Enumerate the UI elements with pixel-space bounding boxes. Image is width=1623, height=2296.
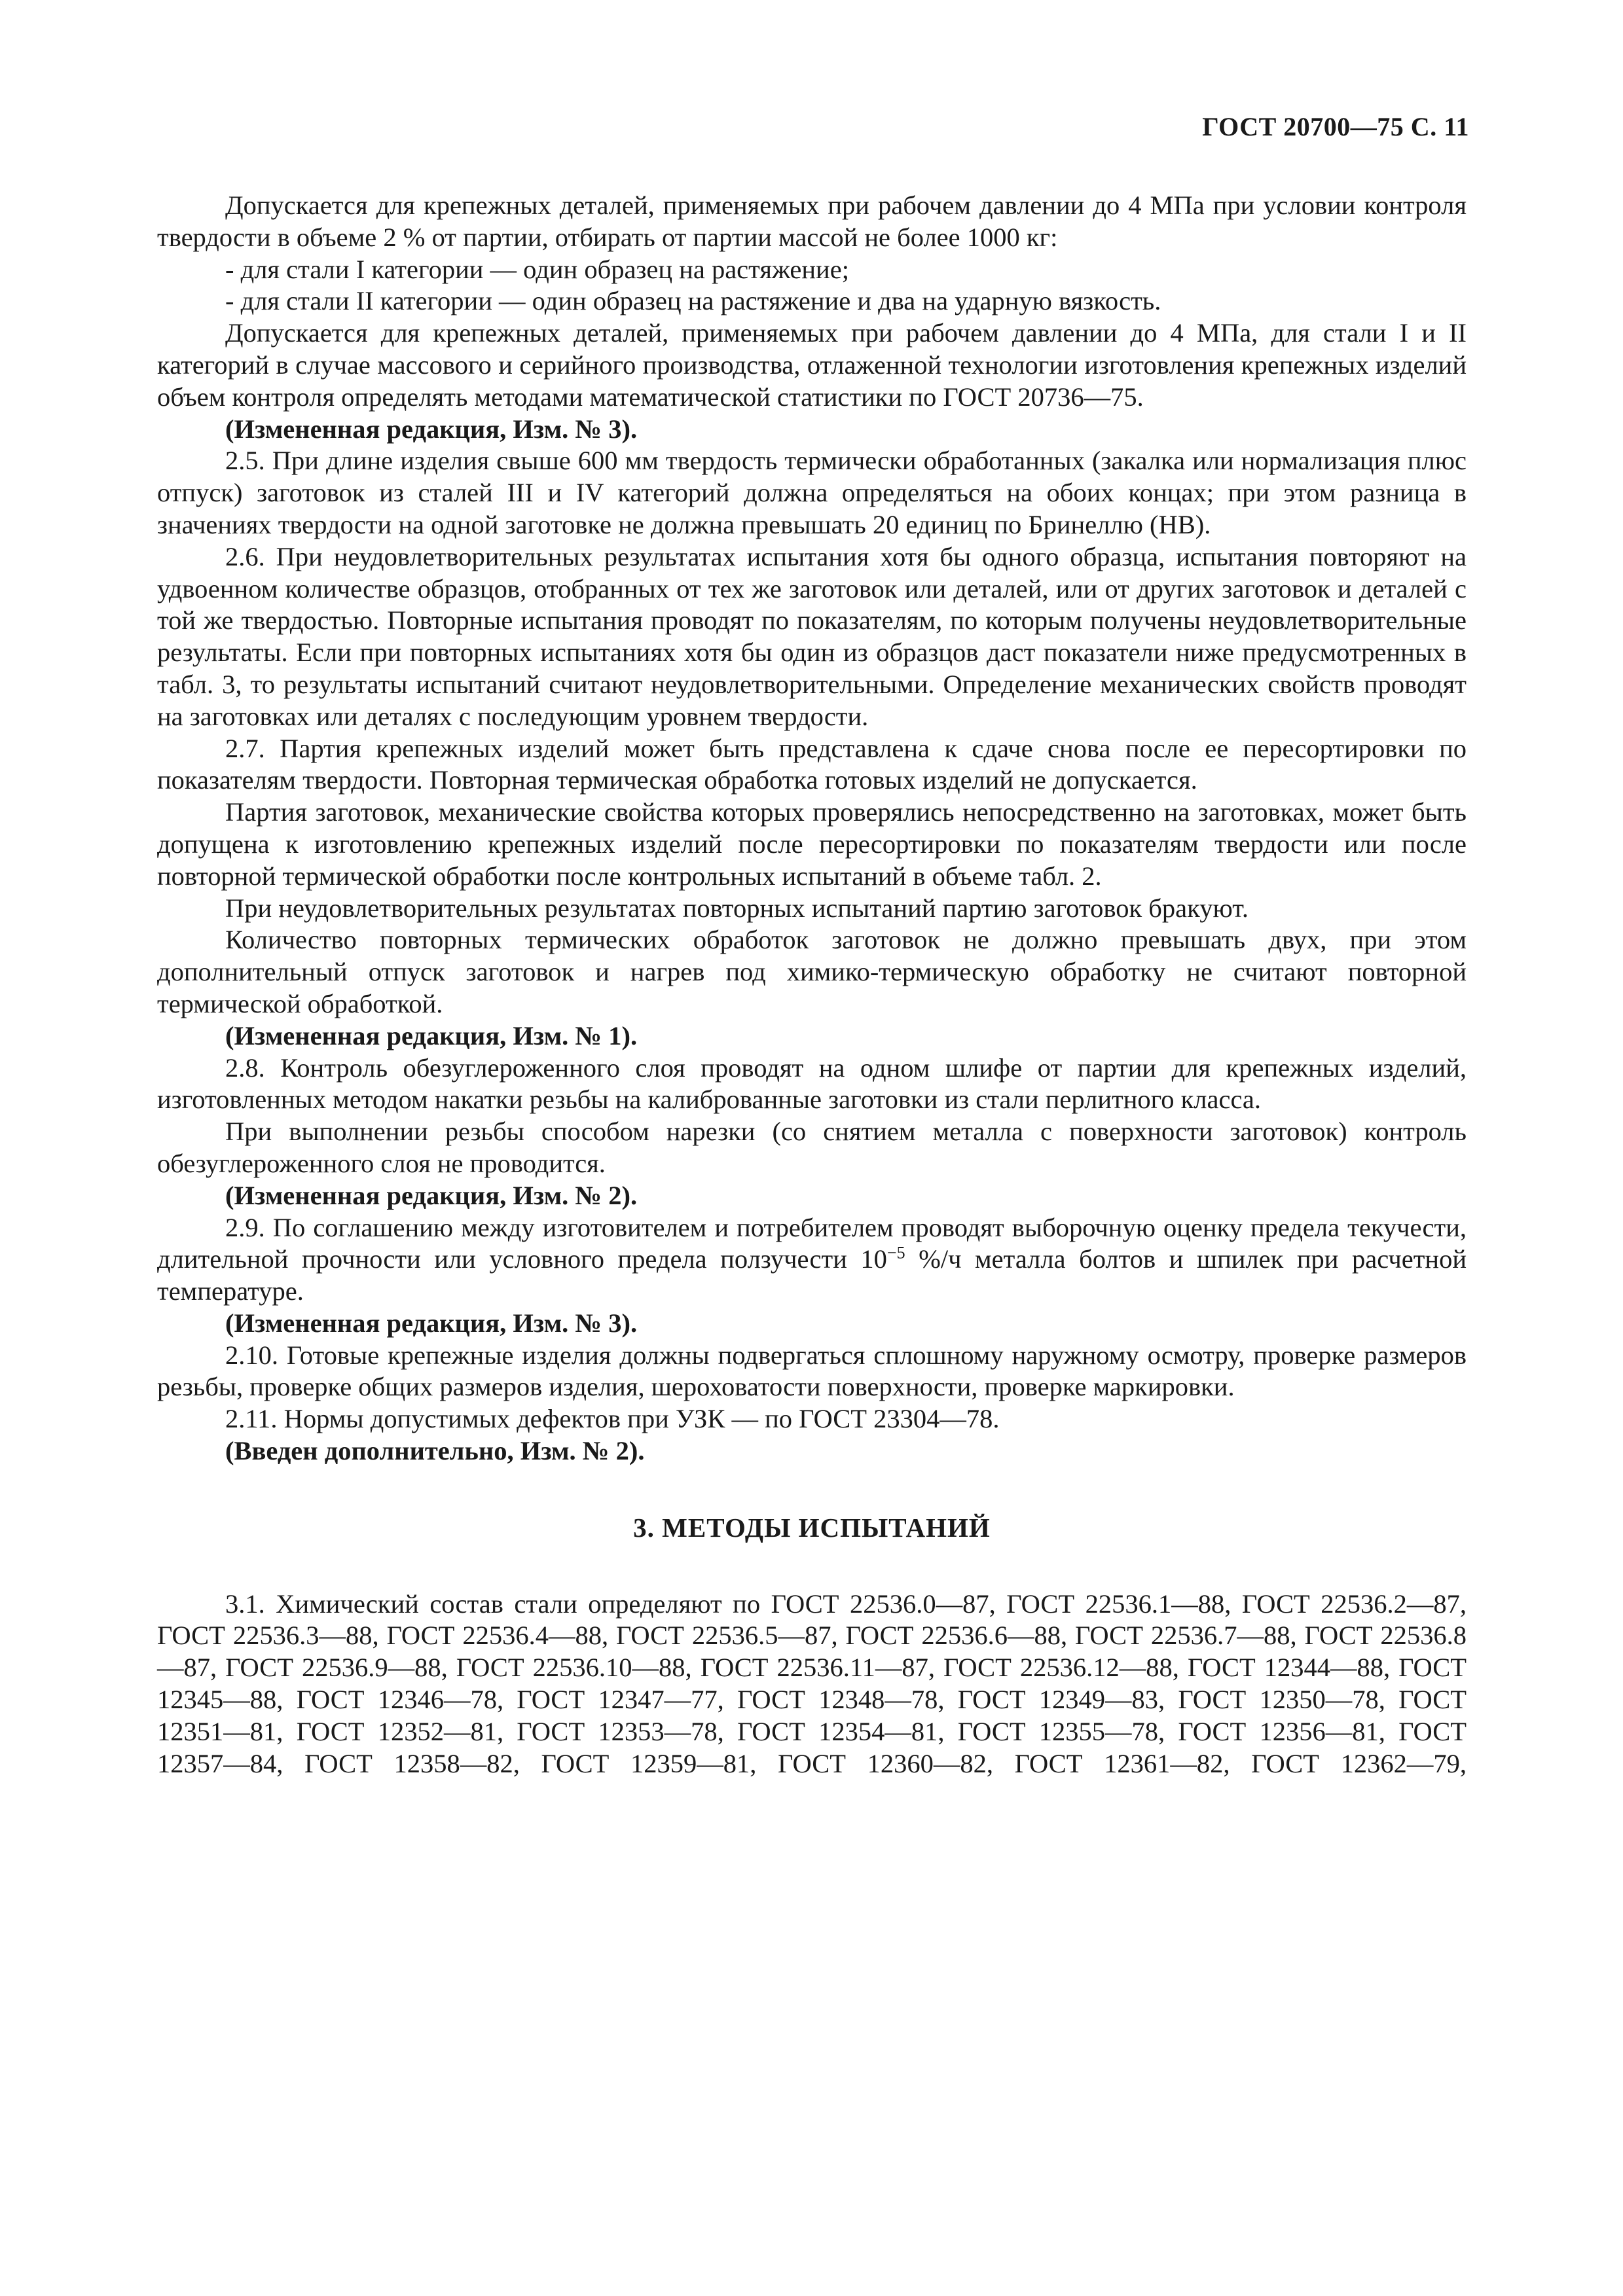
exponent: −5 (886, 1243, 905, 1263)
paragraph-statistics: Допускается для крепежных деталей, применяемых при рабочем давлении до 4 МПа, для стали I и II категорий в случае массового и серийного производства, отлаженной технологии изготовления крепежных изделий объем контроля определять методами математической статистики по ГОСТ 20736—75. (157, 318, 1467, 412)
clause-2-7-reject: При неудовлетворительных результатах повторных испытаний партию заготовок бракуют. (225, 893, 1249, 923)
clause-2-9-text-end: %/ч металла болтов и шпилек при расчетной температуре. (157, 1244, 1467, 1306)
clause-2-7-blanks: Партия заготовок, механические свойства которых проверялись непосредственно на заготовках, может быть допущена к изготовлению крепежных изделий после пересортировки по показателям твердости или после повторной термической обработки после контрольных испытаний в объеме табл. 2. (157, 797, 1467, 891)
clause-2-8: 2.8. Контроль обезуглероженного слоя проводят на одном шлифе от партии для крепежных изделий, изготовленных методом накатки резьбы на калиброванные заготовки из стали перлитного класса. (157, 1052, 1467, 1115)
list-item-category-2: - для стали II категории — один образец на растяжение и два на ударную вязкость. (225, 286, 1161, 316)
clause-3-1: 3.1. Химический состав стали определяют по ГОСТ 22536.0—87, ГОСТ 22536.1—88, ГОСТ 22536.2—87, ГОСТ 22536.3—88, ГОСТ 22536.4—88, ГОСТ 22536.5—87, ГОСТ 22536.6—88, ГОСТ 22536.7—88, ГОСТ 22536.8—87, ГОСТ 22536.9—88, ГОСТ 22536.10—88, ГОСТ 22536.11—87, ГОСТ 22536.12—88, ГОСТ 12344—88, ГОСТ 12345—88, ГОСТ 12346—78, ГОСТ 12347—77, ГОСТ 12348—78, ГОСТ 12349—83, ГОСТ 12350—78, ГОСТ 12351—81, ГОСТ 12352—81, ГОСТ 12353—78, ГОСТ 12354—81, ГОСТ 12355—78, ГОСТ 12356—81, ГОСТ 12357—84, ГОСТ 12358—82, ГОСТ 12359—81, ГОСТ 12360—82, ГОСТ 12361—82, ГОСТ 12362—79, (157, 1588, 1467, 1778)
amendment-note: (Измененная редакция, Изм. № 1). (225, 1020, 638, 1050)
clause-2-10: 2.10. Готовые крепежные изделия должны подвергаться сплошному наружному осмотру, проверке размеров резьбы, проверке общих размеров изделия, шероховатости поверхности, проверке маркировки. (157, 1340, 1467, 1402)
clause-2-9-text: 2.9. По соглашению между изготовителем и потребителем проводят выборочную оценку предела текучести, длительной прочности или условного предела ползучести 10 (157, 1212, 1467, 1274)
amendment-note: (Измененная редакция, Изм. № 3). (225, 414, 638, 444)
document-body (157, 190, 1467, 1780)
list-item-category-1: - для стали I категории — один образец на растяжение; (225, 254, 849, 284)
clause-2-6: 2.6. При неудовлетворительных результатах испытания хотя бы одного образца, испытания повторяют на удвоенном количестве образцов, отобранных от тех же заготовок или деталей, или от других заготовок и деталей с той же твердостью. Повторные испытания проводят по показателям, по которым получены неудовлетворительные результаты. Если при повторных испытаниях хотя бы один из образцов даст показатели ниже предусмотренных в табл. 3, то результаты испытаний считают неудовлетворительными. Определение механических свойств проводят на заготовках или деталях с последующим уровнем твердости. (157, 541, 1467, 731)
section-heading: 3. МЕТОДЫ ИСПЫТАНИЙ (633, 1512, 991, 1543)
amendment-note: (Введен дополнительно, Изм. № 2). (225, 1436, 645, 1466)
clause-2-7: 2.7. Партия крепежных изделий может быть представлена к сдаче снова после ее пересортировки по показателям твердости. Повторная термическая обработка готовых изделий не допускается. (157, 733, 1467, 795)
page-header: ГОСТ 20700—75 С. 11 (1202, 112, 1469, 141)
clause-2-7-reheat: Количество повторных термических обработок заготовок не должно превышать двух, при этом дополнительный отпуск заготовок и нагрев под химико-термическую обработку не считают повторной термической обработкой. (157, 925, 1467, 1018)
paragraph-sampling: Допускается для крепежных деталей, применяемых при рабочем давлении до 4 МПа при условии контроля твердости в объеме 2 % от партии, отбирать от партии массой не более 1000 кг: (157, 190, 1467, 252)
clause-2-8-cutting: При выполнении резьбы способом нарезки (со снятием металла с поверхности заготовок) контроль обезуглероженного слоя не проводится. (157, 1117, 1467, 1178)
clause-2-5: 2.5. При длине изделия свыше 600 мм твердость термически обработанных (закалка или нормализация плюс отпуск) заготовок из сталей III и IV категорий должна определяться на обоих концах; при этом разница в значениях твердости на одной заготовке не должна превышать 20 единиц по Бринеллю (НВ). (157, 446, 1467, 539)
amendment-note: (Измененная редакция, Изм. № 2). (225, 1180, 638, 1210)
clause-2-9 (157, 1212, 1467, 1308)
amendment-note: (Измененная редакция, Изм. № 3). (225, 1308, 638, 1338)
clause-2-11: 2.11. Нормы допустимых дефектов при УЗК — по ГОСТ 23304—78. (225, 1404, 1000, 1434)
